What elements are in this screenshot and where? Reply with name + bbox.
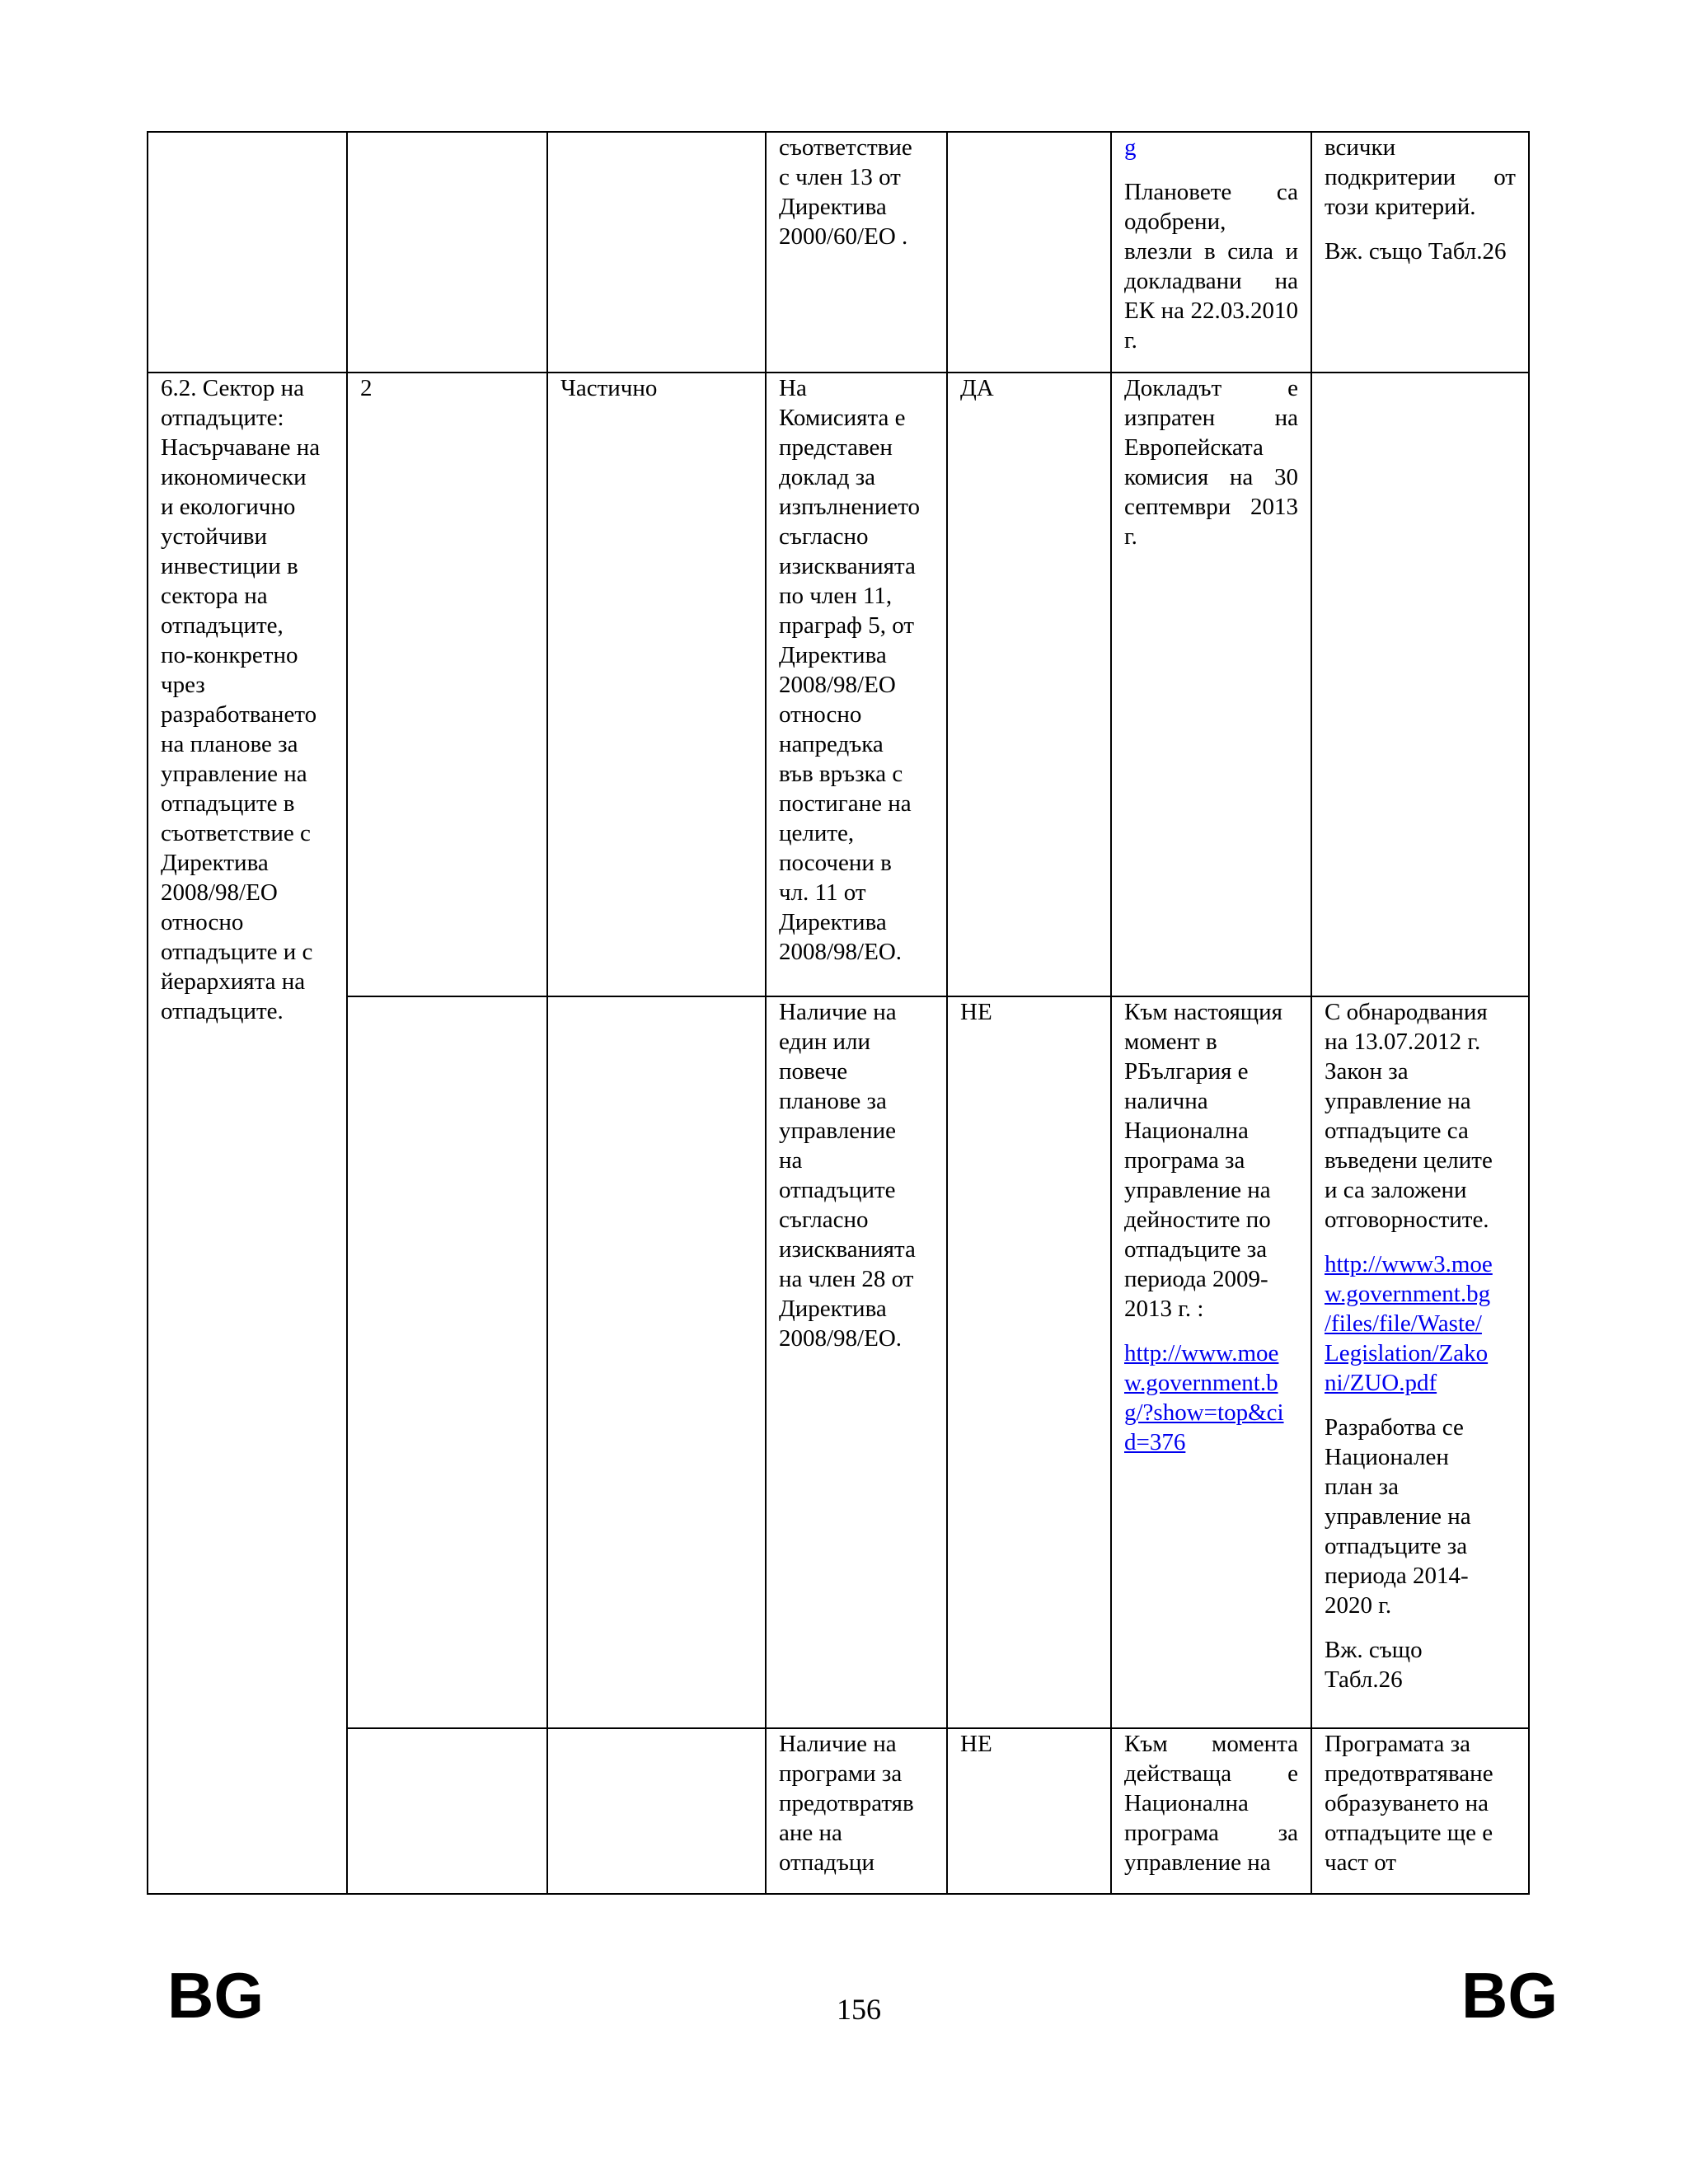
explanation-cell [1311, 1728, 1529, 1894]
criteria-table [147, 131, 1530, 1895]
explanation-text: Програмата за предотвратяване образуването на отпадъците ще е част от [1325, 1731, 1493, 1876]
table-cell-empty [1311, 373, 1529, 996]
page-number: 156 [837, 1993, 881, 2026]
table-row [148, 996, 1529, 1728]
criterion-text: съответствие с член 13 от Директива 2000/60/ЕО . [779, 134, 912, 250]
criterion-cell [766, 132, 947, 373]
fulfilment-text: Частично [560, 375, 658, 401]
footer-language-mark-right: BG [1461, 1959, 1558, 2032]
footer-language-mark-left: BG [167, 1959, 264, 2032]
reference-cell [1111, 996, 1311, 1728]
status-cell [947, 996, 1111, 1728]
explanation-text: С обнародвания на 13.07.2012 г. Закон за управление на отпадъците са въведени целите и са заложени отговорностите. [1325, 999, 1493, 1233]
status-text: НЕ [960, 1731, 992, 1757]
table-cell-empty [347, 996, 547, 1728]
table-cell-empty [547, 996, 766, 1728]
reference-cell [1111, 132, 1311, 373]
see-also-text: Вж. също Табл.26 [1325, 238, 1507, 265]
table-cell-empty [947, 132, 1111, 373]
status-text: ДА [960, 375, 994, 401]
document-link[interactable]: g [1124, 134, 1137, 161]
reference-cell [1111, 373, 1311, 996]
table-cell-empty [547, 132, 766, 373]
criterion-text: Наличие на един или повече планове за управление на отпадъците съгласно изискванията на член 28 от Директива 2008/98/ЕО. [779, 999, 916, 1352]
criterion-cell [766, 373, 947, 996]
explanation-cell [1311, 132, 1529, 373]
status-cell [947, 1728, 1111, 1894]
explanation-cell [1311, 996, 1529, 1728]
law-link[interactable]: http://www3.moe w.government.bg /files/file/Waste/ Legislation/Zako ni/ZUO.pdf [1325, 1251, 1493, 1396]
table-row [148, 1728, 1529, 1894]
fulfilment-cell [547, 373, 766, 996]
table-row [148, 373, 1529, 996]
table-cell-empty [148, 132, 347, 373]
status-cell [947, 373, 1111, 996]
criterion-cell [766, 996, 947, 1728]
criterion-cell [766, 1728, 947, 1894]
criterion-text: Наличие на програми за предотвратяв ане на отпадъци [779, 1731, 914, 1876]
reference-text: Плановете са одобрени, влезли в сила и докладвани на ЕК на 22.03.2010 г. [1124, 179, 1298, 354]
reference-text: Към момента действаща е Национална програма за управление на [1124, 1731, 1298, 1876]
reference-cell [1111, 1728, 1311, 1894]
criterion-text: На Комисията е представен доклад за изпълнението съгласно изискванията по член 11, праграф 5, от Директива 2008/98/ЕО относно напредъка във връзка с постигане на целите, посочени в чл. 11 от Директива 2008/98/ЕО. [779, 375, 921, 965]
plan-text: Разработва се Национален план за управление на отпадъците за периода 2014- 2020 г. [1325, 1414, 1471, 1619]
priority-text: 2 [360, 375, 373, 401]
condition-cell [148, 373, 347, 1894]
reference-text: Докладът е изпратен на Европейската комисия на 30 септември 2013 г. [1124, 375, 1298, 550]
priority-cell [347, 373, 547, 996]
table-cell-empty [347, 1728, 547, 1894]
explanation-text: всички подкритерии от този критерий. [1325, 134, 1516, 220]
reference-text: Към настоящия момент в РБългария е налична Национална програма за управление на дейностите по отпадъците за периода 2009- 2013 г. : [1124, 999, 1282, 1322]
table-row [148, 132, 1529, 373]
status-text: НЕ [960, 999, 992, 1025]
table-cell-empty [547, 1728, 766, 1894]
table-cell-empty [347, 132, 547, 373]
condition-text: 6.2. Сектор на отпадъците: Насърчаване на икономически и екологично устойчиви инвестиции в сектора на отпадъците, по-конкретно чрез разработването на планове за управление на отпадъците в съответствие с Директива 2008/98/ЕО относно отпадъците и с йерархията на отпадъците. [161, 375, 321, 1024]
program-link[interactable]: http://www.moe w.government.b g/?show=top&ci d=376 [1124, 1340, 1284, 1455]
see-also-text: Вж. също Табл.26 [1325, 1637, 1423, 1693]
